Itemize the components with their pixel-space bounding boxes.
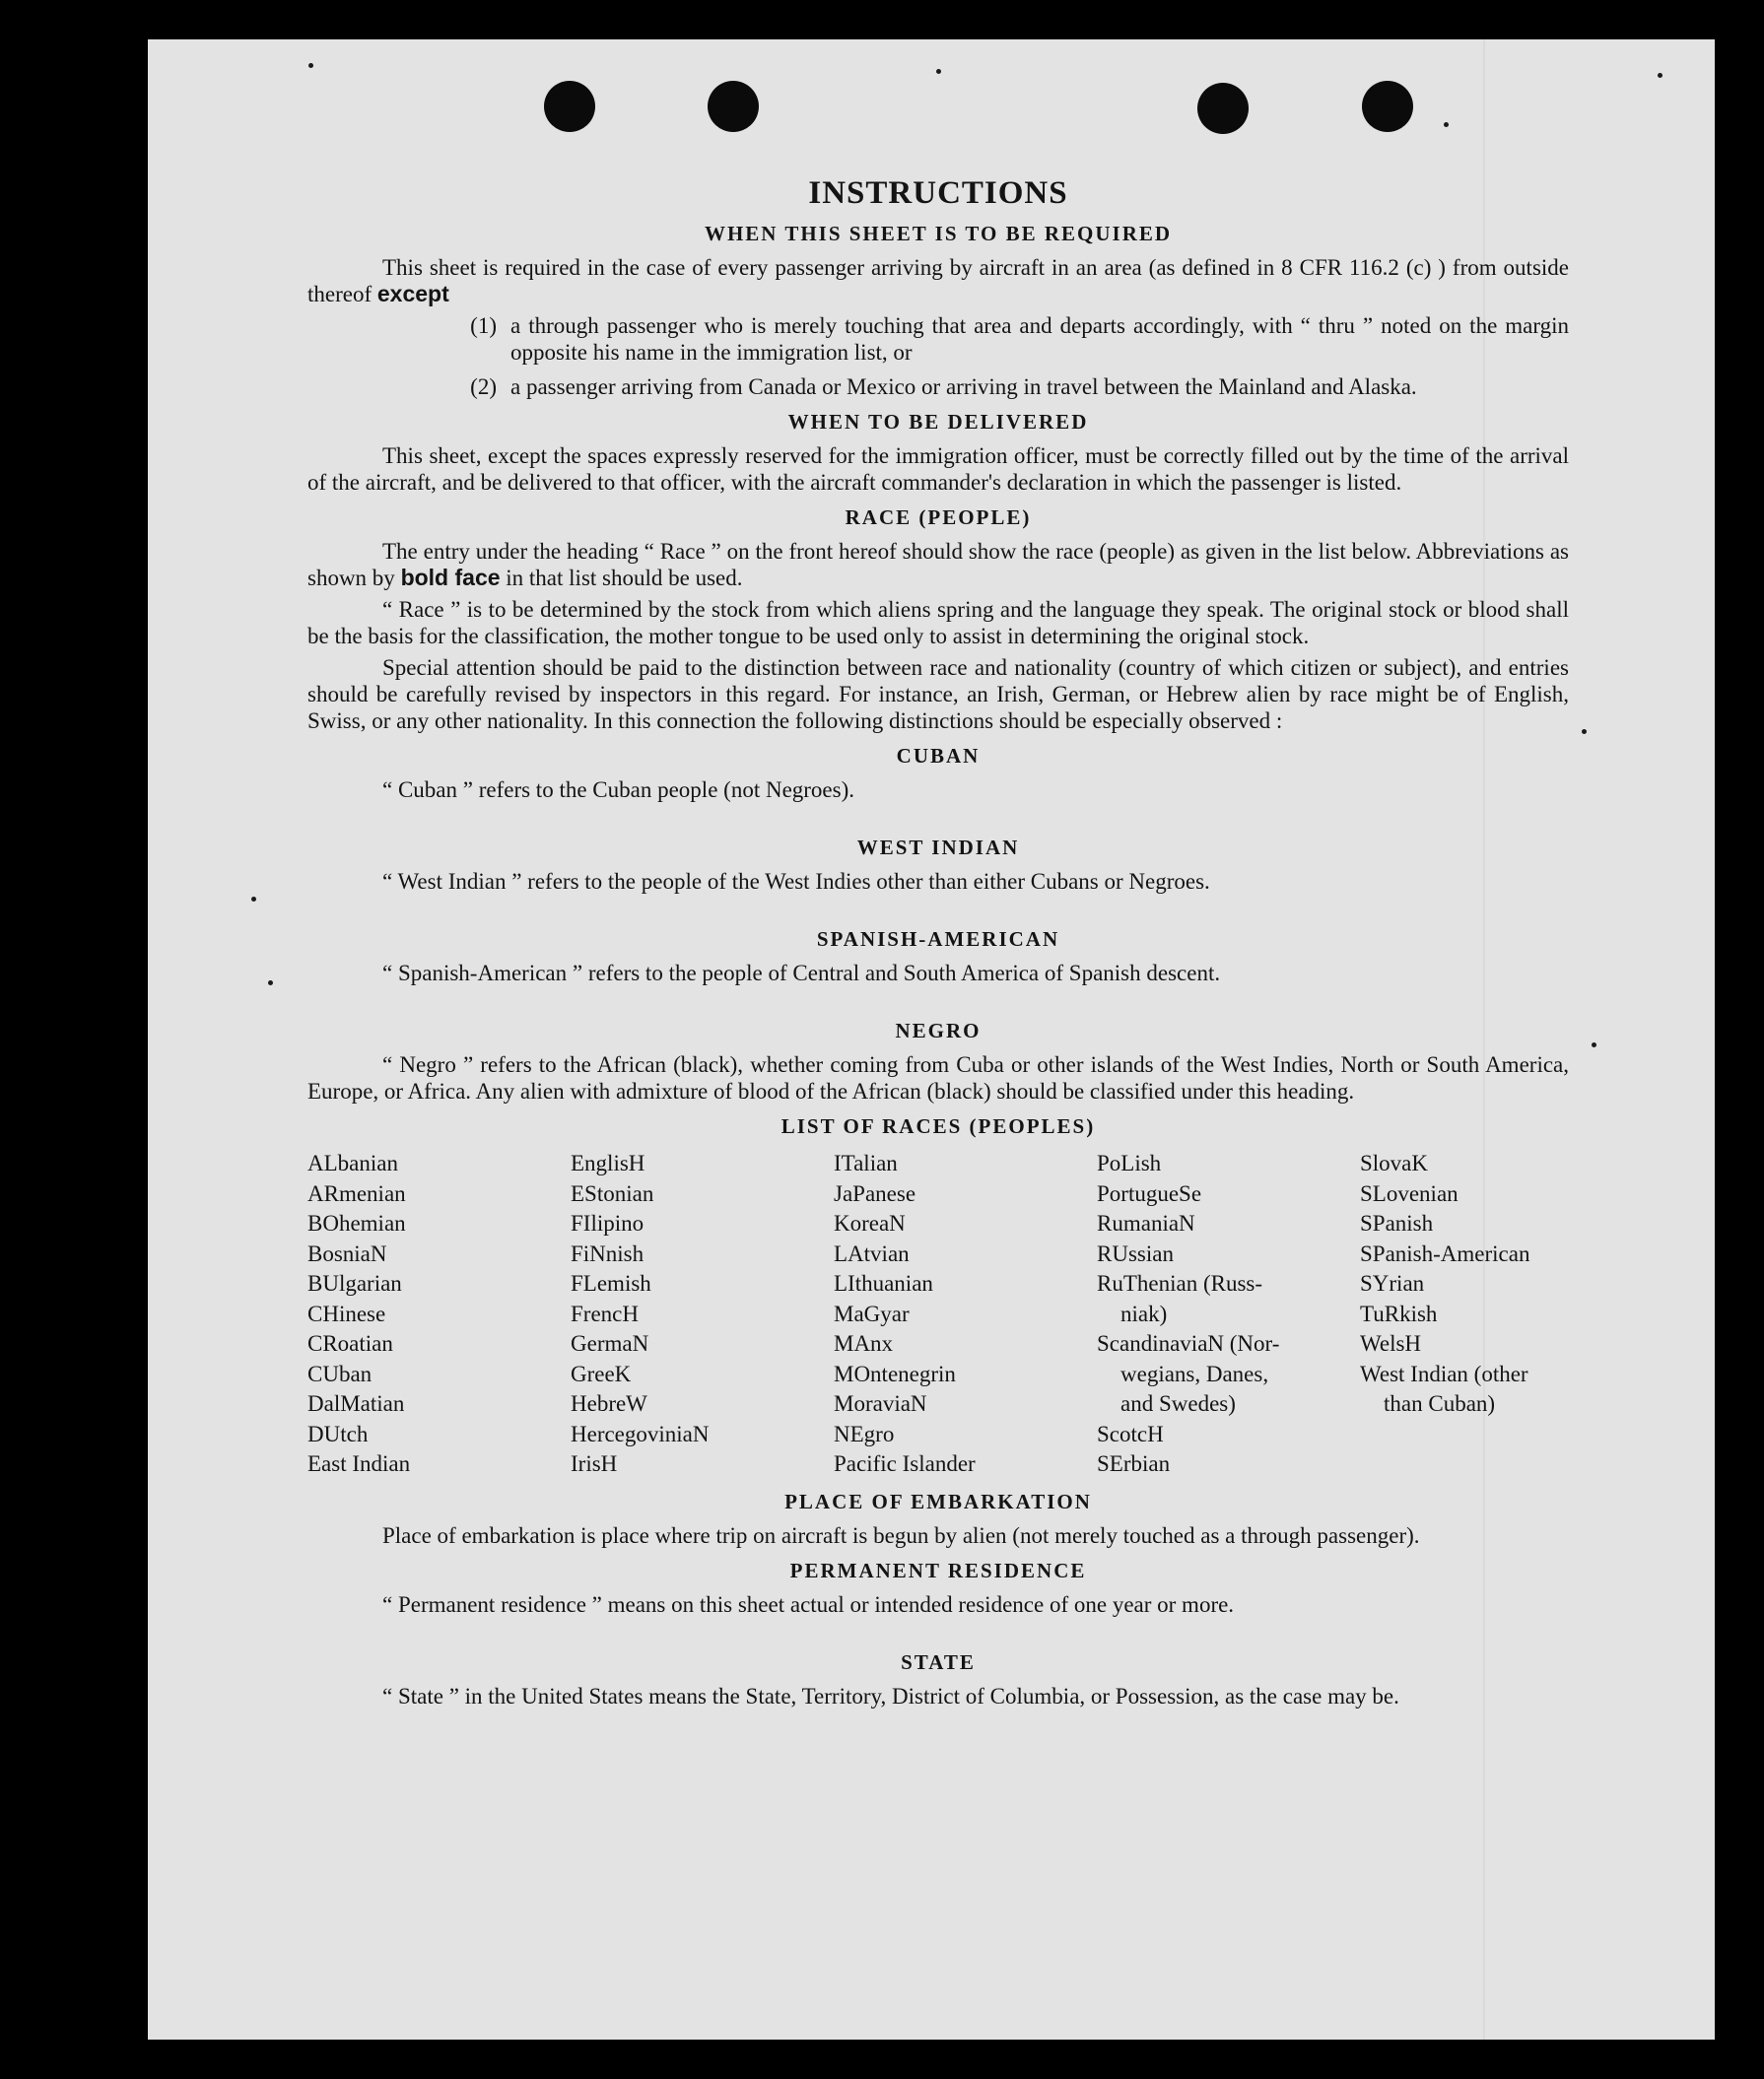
required-intro-text: This sheet is required in the case of every passenger arriving by aircraft in an area (as defined in 8 CFR 116.2 (c) ) from outside thereof [307,255,1569,306]
cuban-text: “ Cuban ” refers to the Cuban people (not Negroes). [382,777,855,802]
race-entry: KoreaN [834,1211,906,1236]
race-paragraph-3: Special attention should be paid to the distinction between race and nationality (country of which citizen or subject), and entries should be carefully revised by inspectors in this regard. For instance, an Irish, German, or Hebrew alien by race might be of English, Swiss, or any other nationality. In this connection the following distinctions should be especially observed : [307,655,1569,733]
race-entry-continued: niak) [1120,1301,1168,1326]
punch-hole [544,81,595,132]
races-column [1097,1149,1360,1480]
exception-number: (1) [470,313,497,338]
race-entry: GreeK [571,1361,632,1386]
race-entry: JaPanese [834,1180,916,1206]
race-entry: RuThenian (Russ- [1097,1271,1263,1296]
punch-hole [1197,83,1249,134]
race-entry: LAtvian [834,1241,910,1266]
race-paragraph-2: “ Race ” is to be determined by the stock from which aliens spring and the language they speak. The original stock or blood shall be the basis for the classification, the mother tongue to be used only to assist in determining the original stock. [307,597,1569,648]
race-entry: RUssian [1097,1241,1174,1266]
race-entry: PortugueSe [1097,1180,1202,1206]
race-entry: SPanish [1360,1211,1434,1236]
race-entry-continued: than Cuban) [1384,1391,1496,1416]
heading-embarkation: PLACE OF EMBARKATION [784,1489,1092,1513]
race-entry: CHinese [307,1301,386,1326]
race-entry: RumaniaN [1097,1211,1195,1236]
race-entry: BUlgarian [307,1271,402,1296]
race-entry: CRoatian [307,1331,393,1356]
heading-list-of-races: LIST OF RACES (PEOPLES) [780,1114,1096,1138]
speck [936,69,941,74]
required-intro-except: except [376,281,449,306]
race-entry-continued: and Swedes) [1120,1391,1236,1416]
race-entry: SErbian [1097,1451,1171,1476]
race-entry: LIthuanian [834,1271,933,1296]
race-entry: West Indian (other [1360,1361,1528,1386]
heading-race: RACE (PEOPLE) [845,505,1032,529]
race-entry: TuRkish [1360,1301,1438,1326]
exception-item [307,373,1569,400]
speck [1592,1042,1596,1047]
speck [1444,122,1449,127]
races-list [307,1149,1569,1480]
race-entry: FIlipino [571,1211,645,1236]
race-entry-continued: wegians, Danes, [1120,1361,1269,1386]
race-entry: DalMatian [307,1391,405,1416]
state-text: “ State ” in the United States means the State, Territory, District of Columbia, or Possession, as the case may be. [382,1683,1399,1709]
heading-when-delivered: WHEN TO BE DELIVERED [787,410,1089,434]
races-column [834,1149,1097,1480]
race-entry: ITalian [834,1151,898,1175]
exception-number: (2) [470,374,497,399]
spanish-american-text: “ Spanish-American ” refers to the people of Central and South America of Spanish descent. [382,961,1221,985]
race-paragraph-1 [307,538,1569,591]
race-entry: SYrian [1360,1271,1425,1296]
speck [268,980,273,985]
race-entry: IrisH [571,1451,618,1476]
race-entry: ScandinaviaN (Nor- [1097,1331,1280,1356]
race-entry: MoraviaN [834,1391,927,1416]
page-title: INSTRUCTIONS [808,175,1068,211]
embarkation-text: Place of embarkation is place where trip on aircraft is begun by alien (not merely touched as a through passenger). [382,1522,1420,1548]
exception-text: a passenger arriving from Canada or Mexico or arriving in travel between the Mainland and Alaska. [510,374,1417,399]
race-entry: FiNnish [571,1241,645,1266]
race-p1-bold: bold face [400,565,501,590]
race-p1-start: The entry under the heading “ Race ” on the front hereof should show the race (people) as given in the list below. Abbreviations as shown by [307,539,1569,590]
race-entry: WelsH [1360,1331,1422,1356]
race-p1-end: in that list should be used. [506,566,743,590]
race-entry: BOhemian [307,1211,406,1236]
punch-hole [1362,81,1413,132]
race-entry: HebreW [571,1391,647,1416]
instructions-content [307,168,1569,1714]
speck [1658,73,1662,78]
heading-cuban: CUBAN [896,744,981,768]
heading-spanish-american: SPANISH-AMERICAN [816,927,1060,951]
heading-permanent-residence: PERMANENT RESIDENCE [789,1558,1087,1582]
punch-hole [708,81,759,132]
race-entry: FLemish [571,1271,651,1296]
heading-when-required: WHEN THIS SHEET IS TO BE REQUIRED [704,222,1173,245]
negro-text: “ Negro ” refers to the African (black), whether coming from Cuba or other islands of the West Indies, North or South America, Europe, or Africa. Any alien with admixture of blood of the African (black) should be classified under this heading. [307,1052,1569,1104]
races-column [1360,1149,1569,1480]
race-entry: EnglisH [571,1151,645,1175]
race-entry: ARmenian [307,1180,406,1206]
race-entry: CUban [307,1361,373,1386]
exception-text: a through passenger who is merely touching that area and departs accordingly, with “ thru ” noted on the margin opposite his name in the immigration list, or [510,313,1569,365]
race-entry: ScotcH [1097,1421,1164,1446]
west-indian-text: “ West Indian ” refers to the people of the West Indies other than either Cubans or Negroes. [382,869,1210,894]
exception-item [307,312,1569,366]
required-intro [307,254,1569,307]
speck [1582,729,1587,734]
races-column [571,1149,834,1480]
race-entry: MAnx [834,1331,894,1356]
speck [251,897,256,902]
races-column [307,1149,571,1480]
race-entry: ALbanian [307,1151,398,1175]
race-entry: MOntenegrin [834,1361,956,1386]
race-entry: Pacific Islander [834,1451,976,1476]
race-entry: HercegoviniaN [571,1421,710,1446]
race-entry: SLovenian [1360,1180,1459,1206]
race-entry: BosniaN [307,1241,387,1266]
race-entry: FrencH [571,1301,639,1326]
race-entry: EStonian [571,1180,654,1206]
permanent-residence-text: “ Permanent residence ” means on this sheet actual or intended residence of one year or more. [382,1591,1235,1617]
race-entry: DUtch [307,1421,369,1446]
race-entry: SlovaK [1360,1151,1428,1175]
race-entry: SPanish-American [1360,1241,1530,1266]
heading-negro: NEGRO [895,1019,982,1042]
heading-state: STATE [901,1649,976,1674]
delivered-text: This sheet, except the spaces expressly reserved for the immigration officer, must be correctly filled out by the time of the arrival of the aircraft, and be delivered to that officer, with the aircraft commander's declaration in which the passenger is listed. [307,443,1569,495]
speck [308,63,313,68]
race-entry: PoLish [1097,1151,1162,1175]
race-entry: East Indian [307,1451,411,1476]
heading-west-indian: WEST INDIAN [856,836,1020,859]
race-entry: MaGyar [834,1301,910,1326]
race-entry: NEgro [834,1421,895,1446]
race-entry: GermaN [571,1331,649,1356]
